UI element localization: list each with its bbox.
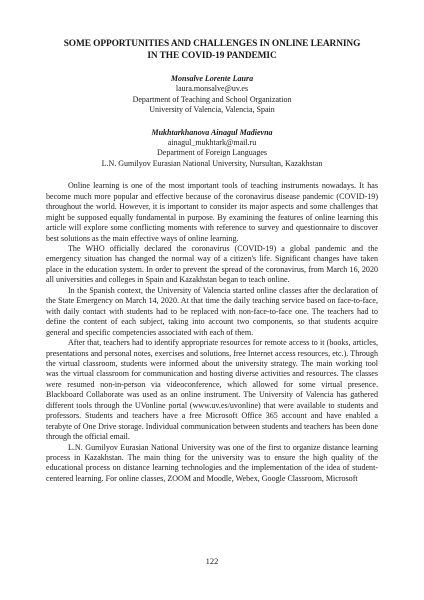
author-department: Department of Foreign Languages [157,148,267,158]
author-email: laura.monsalve@uv.es [175,84,249,94]
author-name: Monsalve Lorente Laura [170,74,254,83]
body-paragraph: In the Spanish context, the University of Valencia started online classes after the declaration of the State Emergency on March 14, 2020. At that time the daily teaching service based on face-to-face, with daily contact with students had to be replaced with non-face-to-face one. The teachers had to define the content of each subject, taking into account two components, so that students acquire general and specific competencies associated with each of them. [46,285,378,337]
author-email: ainagul_mukhtark@mail.ru [167,138,257,148]
paper-title-line-2: IN THE COVID-19 PANDEMIC [147,51,277,61]
body-paragraph: After that, teachers had to identify appropriate resources for remote access to it (books, articles, presentations and personal notes, exercises and solutions, free Internet access resources, etc.). Through the virtual classroom, students were informed about the university strategy. The main working tool was the virtual classroom for communication and hosting diverse activities and resources. The classes were resumed non-in-person via videoconference, which allowed for some virtual presence. Blackboard Collaborate was used as an online instrument. The University of Valencia has gathered different tools through the UVonline portal (www.uv.es/uvonline) that were available to students and professors. Students and teachers have a free Microsoft Office 365 account and have enabled a terabyte of One Drive storage. Individual communication between students and teachers has been done through the official email. [46,338,378,442]
author-name: Mukhtarkhanova Ainagul Madievna [151,127,273,137]
author-block-2 [46,128,378,170]
author-institution: L.N. Gumilyov Eurasian National University, Nursultan, Kazakhstan [101,158,323,168]
body-paragraph: The WHO officially declared the coronavirus (COVID-19) a global pandemic and the emergency situation has changed the normal way of a citizen's life. Significant changes have taken place in the education system. In order to prevent the spread of the coronavirus, from March 16, 2020 all universities and colleges in Spain and Kazakhstan began to teach online. [46,243,378,285]
body-paragraph: L.N. Gumilyov Eurasian National University was one of the first to organize distance learning process in Kazakhstan. The main thing for the university was to ensure the high quality of the educational process on distance learning technologies and the implementation of the idea of student-centered learning. For online classes, ZOOM and Moodle, Webex, Google Classroom, Microsoft [46,442,378,483]
paper-body [46,181,378,484]
page-number: 122 [205,556,219,566]
paper-title [46,38,378,62]
paper-title-line-1: SOME OPPORTUNITIES AND CHALLENGES IN ONLINE LEARNING [63,39,361,49]
author-department: Department of Teaching and School Organization [132,94,292,104]
author-block-1 [46,74,378,116]
body-paragraph: Online learning is one of the most important tools of teaching instruments nowadays. It has become much more popular and effective because of the coronavirus disease pandemic (COVID-19) throughout the world. However, it is important to consider its major aspects and some challenges that might be supposed equally fundamental in purpose. By examining the features of online learning this article will explore some conflicting moments with reference to survey and questionnaire to discover best solutions as the main effective ways of online learning. [46,181,378,243]
author-institution: University of Valencia, Valencia, Spain [149,105,275,115]
